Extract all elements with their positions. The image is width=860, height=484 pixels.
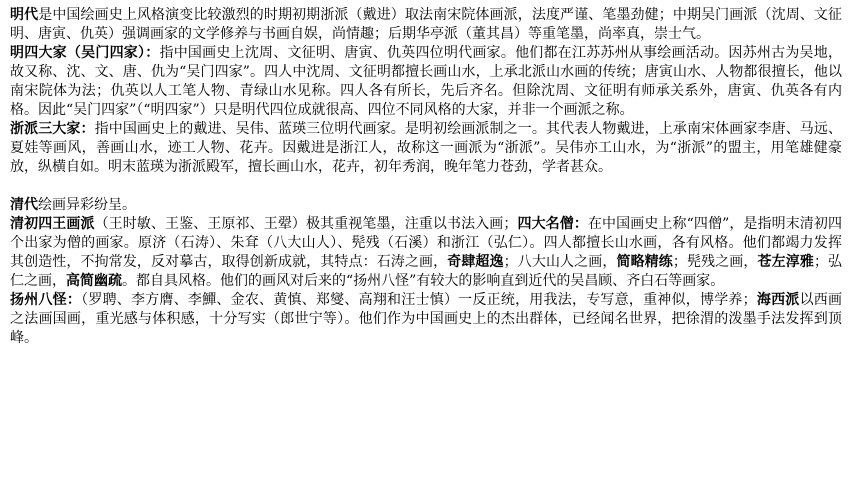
hongren-intro-text: ；弘仁之画， [10, 254, 843, 289]
ming-dynasty-text: 是中国绘画史上风格演变比较激烈的时期初期浙派（戴进）取法南宋院体画派，法度严谨、笔墨劲健；中期吴门画派（沈周、文征明、唐寅、仇英）强调画家的文学修养与书画自娱，尚情趣；后期华亭派（董其昌）等重笔墨，尚率真，崇士气。 [10, 7, 843, 42]
paragraph-ming-four-masters [10, 44, 842, 120]
paragraph-zhe-school [10, 120, 842, 177]
term-ming-four-masters: 明四大家（吴门四家）： [10, 45, 160, 61]
paragraph-gap [10, 177, 842, 196]
term-kuncan-style: 苍左淳雅 [757, 254, 814, 270]
term-four-wangs: 清初四王画派 [10, 216, 95, 232]
term-ming-dynasty: 明代 [10, 7, 39, 23]
term-zhe-school: 浙派三大家： [10, 121, 95, 137]
qing-dynasty-text: 绘画异彩纷呈。 [38, 197, 136, 213]
four-monks-text: 在中国画史上称“四僧”，是指明末清初四个出家为僧的画家。原济（石涛）、朱耷（八大山人）、髡残（石溪）和浙江（弘仁）。四人都擅长山水画，各有风格。他们都竭力发挥其创造性，不拘常发，反对摹古，取得创新成就，其特点：石涛之画， [10, 216, 842, 270]
four-monks-influence-text: 。都自具风格。他们的画风对后来的“扬州八怪”有较大的影响直到近代的吴昌顾、齐白石等画家。 [122, 273, 725, 289]
zhe-school-text: 指中国画史上的戴进、吴伟、蓝瑛三位明代画家。是明初绘画派制之一。其代表人物戴进，上承南宋体画家李唐、马远、夏娃等画风，善画山水，迹工人物、花卉。因戴进是浙江人，故称这一画派为“浙派”。吴伟亦工山水，为“浙派”的盟主，用笔雄健豪放，纵横自如。明末蓝瑛为浙派殿军，擅长画山水，花卉，初年秀润，晚年笔力苍劲，学者甚众。 [10, 121, 843, 175]
paragraph-yangzhou-eight [10, 291, 842, 348]
paragraph-ming-dynasty [10, 6, 842, 44]
term-qing-dynasty: 清代 [10, 197, 38, 213]
term-yangzhou-eight: 扬州八怪： [10, 292, 82, 308]
term-four-monks: 四大名僧： [517, 216, 588, 232]
four-wangs-text: （王时敏、王鉴、王原祁、王翚）极其重视笔墨，注重以书法入画； [94, 216, 518, 232]
term-haixi-school: 海西派 [756, 292, 800, 308]
term-shitao-style: 奇肆超逸 [447, 254, 504, 270]
term-hongren-style: 高简幽疏 [66, 273, 122, 289]
paragraph-qing-dynasty [10, 196, 842, 215]
term-bada-style: 简略精练 [616, 254, 673, 270]
haixi-school-text: 以西画之法画国画，重光感与体积感，十分写实（郎世宁等）。他们作为中国画史上的杰出群体，已经闻名世界，把徐渭的泼墨手法发挥到顶峰。 [10, 292, 843, 346]
kuncan-intro-text: ；髡残之画， [672, 254, 758, 270]
bada-intro-text: ；八大山人之画， [503, 254, 617, 270]
document-body [10, 6, 842, 348]
ming-four-masters-text: 指中国画史上沈周、文征明、唐寅、仇英四位明代画家。他们都在江苏苏州从事绘画活动。因苏州古为吴地，故又称、沈、文、唐、仇为“吴门四家”。四人中沈周、文征明都擅长画山水，上承北派山水画的传统；唐寅山水、人物都很擅长，他以南宋院体为法；仇英以人工笔人物、青绿山水见称。四人各有所长，先后齐名。但除沈周、文征明有师承关系外，唐寅、仇英各有内格。因此“吴门四家”（“明四家”）只是明代四位成就很高、四位不同风格的大家，并非一个画派之称。 [10, 45, 843, 118]
yangzhou-eight-text: （罗聘、李方膺、李鱓、金农、黄慎、郑燮、高翔和汪士慎）一反正统，用我法，专写意，重神似，博学养； [81, 292, 757, 308]
paragraph-four-wangs-and-monks [10, 215, 842, 291]
